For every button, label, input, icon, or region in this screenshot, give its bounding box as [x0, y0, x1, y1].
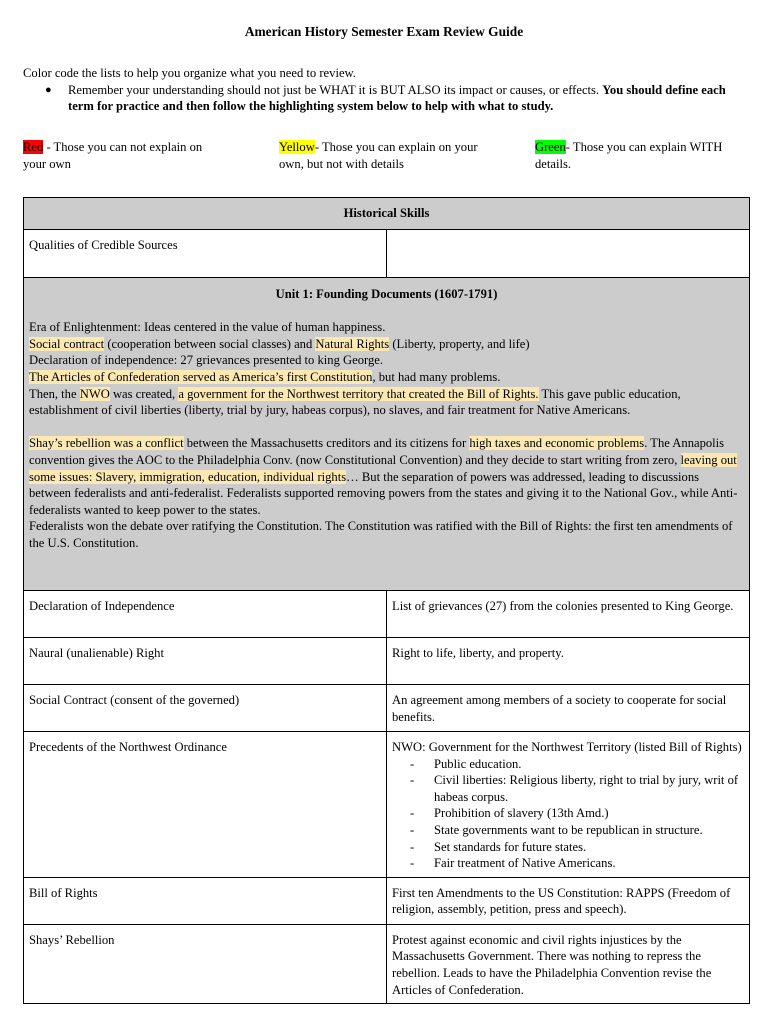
unit1-line: [29, 336, 744, 353]
list-item-text: Public education.: [434, 756, 522, 771]
definition-cell: [387, 230, 750, 278]
review-table: [23, 197, 750, 1004]
table-row: [24, 877, 750, 924]
list-item: [410, 756, 744, 773]
nwo-intro: NWO: Government for the Northwest Territory (listed Bill of Rights): [392, 740, 742, 754]
legend-green-label: Green: [535, 140, 566, 154]
highlight-text: The Articles of Confederation served as America’s first Constitution: [29, 369, 373, 384]
legend-green-text: - Those you can explain WITH details.: [535, 140, 723, 171]
table-row: [24, 591, 750, 638]
nwo-list: [410, 756, 744, 872]
legend-red: [23, 139, 228, 172]
list-item-text: State governments want to be republican in structure.: [434, 822, 703, 837]
dash-marker: -: [410, 856, 415, 871]
plain-text: was created,: [109, 386, 179, 401]
term-cell: Shays’ Rebellion: [24, 924, 387, 1003]
definition-cell: An agreement among members of a society to cooperate for social benefits.: [387, 685, 750, 732]
list-item-text: Set standards for future states.: [434, 839, 587, 854]
highlight-text: leaving out some issues: Slavery, immigration, education, individual rights: [29, 452, 737, 484]
term-cell: Declaration of Independence: [24, 591, 387, 638]
bullet-bold-text: You should define each term for practice and then follow the highlighting system below to help with what to study.: [68, 82, 726, 114]
legend-yellow-label: Yellow: [279, 140, 315, 154]
term-cell: Bill of Rights: [24, 877, 387, 924]
page-title: American History Semester Exam Review Guide: [244, 24, 524, 39]
historical-skills-header-row: [24, 198, 750, 230]
unit1-line: [29, 435, 744, 518]
unit1-line: Declaration of independence: 27 grievances presented to king George.: [29, 353, 384, 368]
plain-text: between the Massachusetts creditors and its citizens for: [183, 436, 470, 451]
historical-skills-header: Historical Skills: [24, 198, 750, 230]
term-cell: Qualities of Credible Sources: [24, 230, 387, 278]
dash-marker: -: [410, 822, 415, 837]
plain-text: … But the separation of powers was addressed, leading to discussions between federalists and anti-federalist. Federalists supported removing powers from the states and giving it to the National Gov., while Anti-federalists wanted to keep power to the states.: [29, 469, 738, 517]
list-item: [410, 822, 744, 839]
plain-text: , but had many problems.: [372, 369, 501, 384]
unit1-line: [29, 369, 744, 386]
list-item-text: Fair treatment of Native Americans.: [434, 856, 616, 871]
color-legend: [23, 139, 753, 179]
list-item: [410, 855, 744, 872]
table-row: [24, 230, 750, 278]
legend-yellow: [279, 139, 484, 172]
definition-cell: Right to life, liberty, and property.: [387, 638, 750, 685]
highlight-text: a government for the Northwest territory that created the Bill of Rights.: [178, 386, 539, 401]
list-item: [410, 805, 744, 822]
highlight-text: Shay’s rebellion was a conflict: [29, 436, 184, 451]
definition-cell: Protest against economic and civil rights injustices by the Massachusetts Government. There was nothing to repress the rebellion. Leads to have the Philadelphia Convention revise the Articles of Confederation.: [387, 924, 750, 1003]
unit1-summary: [24, 278, 750, 591]
intro-bullet: [23, 82, 753, 115]
dash-marker: -: [410, 806, 415, 821]
definition-cell: List of grievances (27) from the colonies presented to King George.: [387, 591, 750, 638]
definition-cell: First ten Amendments to the US Constitution: RAPPS (Freedom of religion, assembly, petition, press and speech).: [387, 877, 750, 924]
table-row: [24, 924, 750, 1003]
term-cell: Naural (unalienable) Right: [24, 638, 387, 685]
legend-green: [535, 139, 740, 172]
unit1-paragraph-2: [29, 435, 744, 551]
definition-cell: [387, 732, 750, 878]
bullet-text: [68, 82, 753, 115]
term-cell: Social Contract (consent of the governed): [24, 685, 387, 732]
list-item: [410, 839, 744, 856]
highlight-text: Natural Rights: [315, 336, 390, 351]
legend-red-label: Red: [23, 140, 44, 154]
dash-marker: -: [410, 756, 415, 771]
table-row: [24, 732, 750, 878]
bullet-plain-text: Remember your understanding should not just be WHAT it is BUT ALSO its impact or causes, or effects.: [68, 82, 603, 97]
unit1-header: Unit 1: Founding Documents (1607-1791): [275, 287, 498, 301]
term-cell: Precedents of the Northwest Ordinance: [24, 732, 387, 878]
bullet-dot-icon: ●: [45, 83, 52, 96]
list-item-text: Civil liberties: Religious liberty, right to trial by jury, writ of habeas corpus.: [434, 773, 739, 804]
plain-text: This gave public education, establishment of civil liberties (liberty, trial by jury, habeas corpus), no slaves, and fair treatment for Native Americans.: [29, 386, 681, 418]
dash-marker: -: [410, 839, 415, 854]
dash-marker: -: [410, 773, 415, 788]
highlight-text: Social contract: [29, 336, 105, 351]
unit1-line: Federalists won the debate over ratifying the Constitution. The Constitution was ratified with the Bill of Rights: the first ten amendments of the U.S. Constitution.: [29, 519, 733, 550]
intro-section: [23, 65, 753, 115]
unit1-paragraph-1: [29, 319, 744, 419]
plain-text: (Liberty, property, and life): [389, 336, 530, 351]
unit1-row: [24, 278, 750, 591]
unit1-line: Era of Enlightenment: Ideas centered in the value of human happiness.: [29, 320, 386, 335]
intro-line: Color code the lists to help you organize what you need to review.: [23, 66, 356, 80]
table-row: [24, 685, 750, 732]
highlight-text: NWO: [79, 386, 110, 401]
unit1-line: [29, 386, 744, 419]
legend-red-text: - Those you can not explain on your own: [23, 140, 203, 171]
table-row: [24, 638, 750, 685]
plain-text: Then, the: [29, 386, 80, 401]
list-item-text: Prohibition of slavery (13th Amd.): [434, 806, 609, 821]
legend-yellow-text: - Those you can explain on your own, but not with details: [279, 140, 478, 171]
list-item: [410, 772, 744, 805]
plain-text: (cooperation between social classes) and: [104, 336, 316, 351]
highlight-text: high taxes and economic problems: [469, 436, 645, 451]
plain-text: . The Annapolis convention gives the AOC to the Philadelphia Conv. (now Constitutional Convention) and they decide to start writing from zero,: [29, 436, 725, 467]
